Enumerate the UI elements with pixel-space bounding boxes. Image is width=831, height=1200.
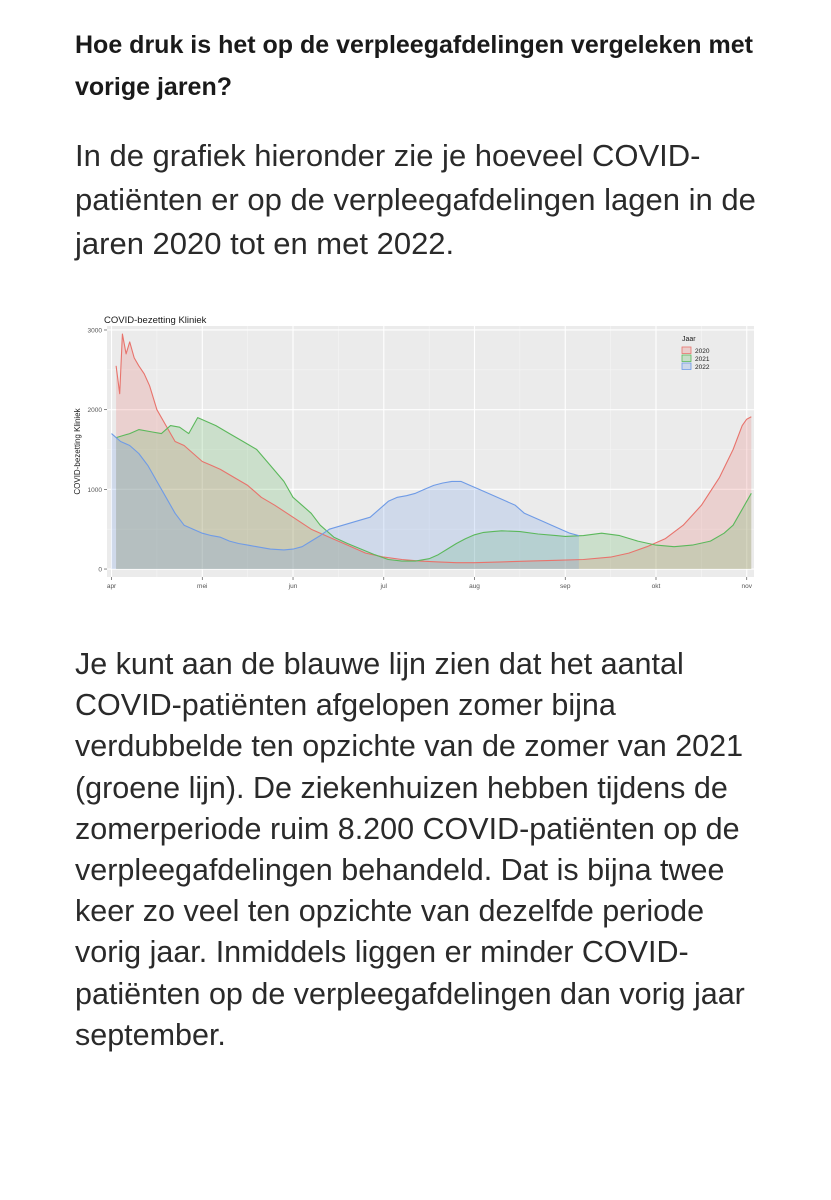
legend-title: Jaar: [682, 336, 696, 343]
y-axis-label: COVID-bezetting Kliniek: [73, 408, 82, 495]
legend-label-2020: 2020: [695, 347, 710, 355]
x-tick-label: aug: [469, 583, 480, 590]
chart-figure: [68, 300, 758, 600]
intro-paragraph: In de grafiek hieronder zie je hoeveel COVID-patiënten er op de verpleegafdelingen lagen in de jaren 2020 tot en met 2022.: [75, 138, 756, 261]
x-tick-label: okt: [651, 583, 661, 590]
x-tick-label: jun: [288, 583, 298, 590]
x-tick-label: nov: [741, 583, 752, 590]
legend-key-2020: [682, 347, 691, 354]
x-tick-label: sep: [560, 583, 571, 590]
x-tick-label: jul: [380, 583, 388, 590]
y-tick-label: 0: [98, 566, 102, 574]
y-tick-label: 1000: [87, 486, 102, 494]
x-tick-label: apr: [106, 583, 117, 590]
chart-title: COVID-bezetting Kliniek: [104, 315, 207, 326]
legend-key-2021: [682, 355, 691, 362]
body-paragraph: Je kunt aan de blauwe lijn zien dat het aantal COVID-patiënten afgelopen zomer bijna verdubbelde ten opzichte van de zomer van 2021 (groene lijn). De ziekenhuizen hebben tijdens de zomerperiode ruim 8.200 COVID-patiënten op de verpleegafdelingen behandeld. Dat is bijna twee keer zo veel ten opzichte van dezelfde periode vorig jaar. Inmiddels liggen er minder COVID-patiënten op de verpleegafdelingen dan vorig jaar september.: [75, 647, 745, 1052]
legend-label-2021: 2021: [695, 355, 710, 363]
y-tick-label: 3000: [87, 327, 102, 335]
legend-key-2022: [682, 363, 691, 370]
legend-label-2022: 2022: [695, 363, 710, 371]
x-tick-label: mei: [197, 583, 208, 590]
y-tick-label: 2000: [87, 407, 102, 415]
section-heading: Hoe druk is het op de verpleegafdelingen vergeleken met vorige jaren?: [75, 31, 753, 101]
covid-occupancy-chart: [68, 300, 758, 600]
